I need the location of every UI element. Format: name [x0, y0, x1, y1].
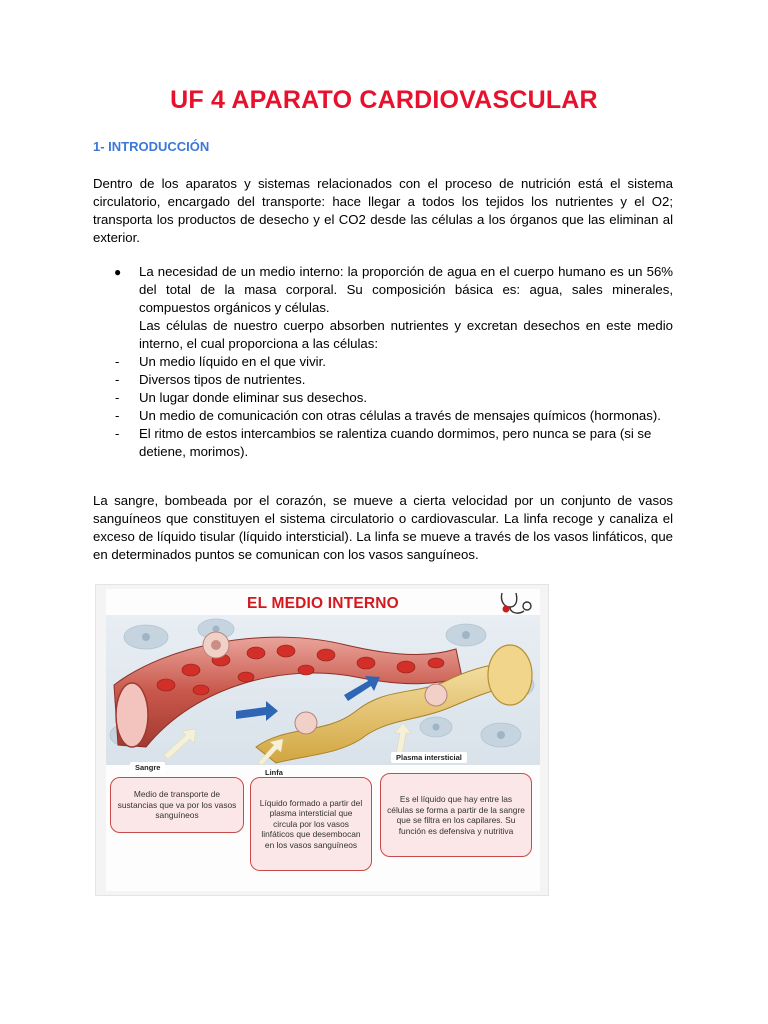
- closing-paragraph: La sangre, bombeada por el corazón, se mueve a cierta velocidad por un conjunto de vasos sanguíneos que constituyen el sistema circulatorio o cardiovascular. La linfa recoge y canaliza el exceso de líquido tisular (líquido intersticial). La linfa se mueve a través de los vasos linfáticos, que en determinados puntos se comunican con los vasos sanguíneos.: [93, 493, 673, 562]
- label-plasma: Plasma intersticial: [391, 752, 467, 763]
- list-item: [93, 407, 673, 425]
- figure-panel: [106, 589, 540, 891]
- page-title: UF 4 APARATO CARDIOVASCULAR: [170, 86, 598, 114]
- bullet-item: [139, 263, 673, 353]
- box-plasma: Es el líquido que hay entre las células se forma a partir de la sangre que se filtra en los capilares. Su función es defensiva y nutritiva: [380, 773, 532, 857]
- box-linfa: Líquido formado a partir del plasma intersticial que circula por los vasos linfáticos que desembocan en los vasos sanguíneos: [250, 777, 372, 871]
- dash-marker: -: [115, 372, 120, 387]
- dash-marker: -: [115, 426, 120, 441]
- dash-marker: -: [115, 390, 120, 405]
- list-item: [93, 371, 673, 389]
- dash-marker: -: [115, 408, 120, 423]
- label-sangre: Sangre: [130, 762, 165, 773]
- medio-interno-figure: [95, 584, 549, 896]
- box-sangre: Medio de transporte de sustancias que va por los vasos sanguíneos: [110, 777, 244, 833]
- label-linfa: Linfa: [260, 767, 288, 778]
- list-item-text: Un medio líquido en el que vivir.: [139, 354, 326, 369]
- dash-list: [93, 353, 673, 461]
- list-item-text: Un medio de comunicación con otras células a través de mensajes químicos (hormonas).: [139, 408, 661, 423]
- bullet-list: [93, 263, 673, 461]
- list-item: [93, 389, 673, 407]
- list-item-text: Un lugar donde eliminar sus desechos.: [139, 390, 367, 405]
- figure-title: EL MEDIO INTERNO: [247, 595, 399, 612]
- stethoscope-icon: [498, 591, 534, 617]
- list-item: [93, 425, 673, 461]
- bullet-paragraph-2: Las células de nuestro cuerpo absorben nutrientes y excretan desechos en este medio interno, el cual proporciona a las células:: [139, 318, 673, 351]
- bullet-paragraph-1: La necesidad de un medio interno: la proporción de agua en el cuerpo humano es un 56% del total de la masa corporal. Su composición básica es: agua, sales minerales, compuestos orgánicos y células.: [139, 264, 673, 315]
- list-item-text: El ritmo de estos intercambios se ralentiza cuando dormimos, pero nunca se para (si se detiene, morimos).: [139, 426, 652, 459]
- list-item: [93, 353, 673, 371]
- intro-paragraph: Dentro de los aparatos y sistemas relacionados con el proceso de nutrición está el sistema circulatorio, encargado del transporte: hace llegar a todos los tejidos los nutrientes y el O2; transporta los productos de desecho y el CO2 desde las células a los órganos que las eliminan al exterior.: [93, 176, 673, 245]
- dash-marker: -: [115, 354, 120, 369]
- list-item-text: Diversos tipos de nutrientes.: [139, 372, 306, 387]
- section-heading: 1- INTRODUCCIÓN: [93, 139, 210, 154]
- vessels-illustration: [106, 615, 540, 765]
- bullet-marker: ●: [114, 265, 122, 279]
